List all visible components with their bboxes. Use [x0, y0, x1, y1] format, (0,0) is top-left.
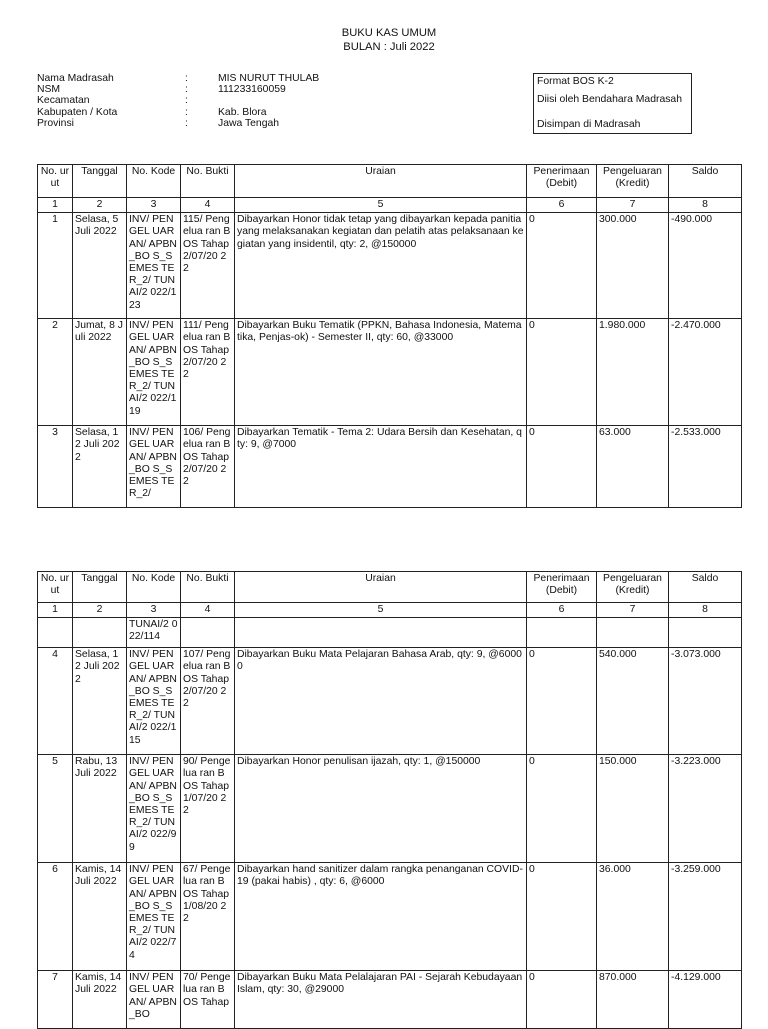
info-row-nsm [37, 84, 368, 95]
cell-bukti [181, 618, 235, 648]
table-row [38, 319, 742, 426]
col-header-bukti: No. Bukti [181, 572, 235, 603]
madrasah-info [37, 73, 368, 129]
cash-book-table-1 [37, 164, 742, 508]
col-header-kode: No. Kode [127, 572, 181, 603]
cell-penerimaan [527, 618, 597, 648]
info-colon: : [185, 106, 188, 118]
cell-no: 6 [38, 863, 73, 971]
document-title: BUKU KAS UMUM [341, 27, 437, 39]
cell-uraian: Dibayarkan Honor penulisan ijazah, qty: 1, @150000 [235, 755, 527, 863]
column-number: 3 [127, 603, 181, 618]
cell-bukti: 67/ Pengelua ran BOS Tahap 1/08/20 22 [181, 863, 235, 971]
cell-bukti: 106/ Pengelua ran BOS Tahap 2/07/20 22 [181, 426, 235, 508]
column-number: 1 [38, 603, 73, 618]
cell-kode: INV/ PENGEL UARAN/ APBN_BO S_SEMES TER_2/ TUNAI/2 022/74 [127, 863, 181, 971]
format-stored-at: Disimpan di Madrasah [537, 119, 641, 130]
cell-no: 1 [38, 213, 73, 319]
cell-penerimaan: 0 [527, 213, 597, 319]
column-number: 7 [597, 198, 669, 213]
info-label: Kabupaten / Kota [37, 106, 118, 118]
cell-no: 7 [38, 971, 73, 1029]
cell-penerimaan: 0 [527, 971, 597, 1029]
cell-tanggal [73, 618, 127, 648]
cell-pengeluaran: 36.000 [597, 863, 669, 971]
cell-no: 4 [38, 648, 73, 755]
cell-saldo: -4.129.000 [669, 971, 742, 1029]
cell-kode: INV/ PENGEL UARAN/ APBN_BO [127, 971, 181, 1029]
cell-saldo: -2.470.000 [669, 319, 742, 426]
format-label: Format BOS K-2 [537, 76, 614, 87]
cell-penerimaan: 0 [527, 863, 597, 971]
column-number-row [38, 603, 742, 618]
column-number: 3 [127, 198, 181, 213]
cell-kode: INV/ PENGEL UARAN/ APBN_BO S_SEMES TER_2/ [127, 426, 181, 508]
cell-tanggal: Kamis, 14 Juli 2022 [73, 971, 127, 1029]
cell-uraian: Dibayarkan Honor tidak tetap yang dibayarkan kepada panitia yang melaksanakan kegiatan dan pelatih atas pelaksanaan kegiatan yang insidentil, qty: 2, @150000 [235, 213, 527, 319]
cell-no: 3 [38, 426, 73, 508]
cell-bukti: 70/ Pengelua ran BOS Tahap [181, 971, 235, 1029]
table-row [38, 426, 742, 508]
column-number: 8 [669, 603, 742, 618]
info-row-nama [37, 73, 368, 84]
cell-pengeluaran: 150.000 [597, 755, 669, 863]
cell-pengeluaran [597, 618, 669, 648]
column-number: 1 [38, 198, 73, 213]
cell-uraian: Dibayarkan Buku Mata Pelalajaran PAI - Sejarah Kebudayaan Islam, qty: 30, @29000 [235, 971, 527, 1029]
cell-tanggal: Selasa, 12 Juli 2022 [73, 648, 127, 755]
col-header-saldo: Saldo [669, 165, 742, 198]
cell-kode: INV/ PENGEL UARAN/ APBN_BO S_SEMES TER_2/ TUNAI/2 022/115 [127, 648, 181, 755]
info-colon: : [185, 73, 188, 84]
col-header-penerimaan: Penerimaan (Debit) [527, 165, 597, 198]
column-number: 5 [235, 198, 527, 213]
cell-kode: TUNAI/2 022/114 [127, 618, 181, 648]
cell-pengeluaran: 540.000 [597, 648, 669, 755]
info-label: Nama Madrasah [37, 73, 114, 84]
info-colon: : [185, 117, 188, 129]
info-row-kecamatan [37, 95, 368, 106]
cell-penerimaan: 0 [527, 648, 597, 755]
cell-tanggal: Rabu, 13 Juli 2022 [73, 755, 127, 863]
cell-no: 5 [38, 755, 73, 863]
column-number: 7 [597, 603, 669, 618]
cell-tanggal: Selasa, 5 Juli 2022 [73, 213, 127, 319]
col-header-tanggal: Tanggal [73, 165, 127, 198]
column-number: 4 [181, 603, 235, 618]
table-row [38, 755, 742, 863]
header-row [38, 572, 742, 603]
cell-uraian: Dibayarkan Buku Mata Pelajaran Bahasa Arab, qty: 9, @60000 [235, 648, 527, 755]
col-header-saldo: Saldo [669, 572, 742, 603]
cell-tanggal: Kamis, 14 Juli 2022 [73, 863, 127, 971]
cell-bukti: 107/ Pengelua ran BOS Tahap 2/07/20 22 [181, 648, 235, 755]
document-subtitle: BULAN : Juli 2022 [343, 41, 435, 53]
cell-tanggal: Jumat, 8 Juli 2022 [73, 319, 127, 426]
cell-saldo [669, 618, 742, 648]
info-label: NSM [37, 84, 61, 96]
column-number-row [38, 198, 742, 213]
info-row-provinsi [37, 118, 368, 129]
format-filled-by: Diisi oleh Bendahara Madrasah [537, 94, 682, 105]
info-colon: : [185, 95, 188, 107]
info-value: Jawa Tengah [218, 117, 280, 129]
column-number: 5 [235, 603, 527, 618]
cell-saldo: -490.000 [669, 213, 742, 319]
cell-bukti: 90/ Pengelua ran BOS Tahap 1/07/20 22 [181, 755, 235, 863]
cell-uraian: Dibayarkan hand sanitizer dalam rangka penanganan COVID-19 (pakai habis) , qty: 6, @6000 [235, 863, 527, 971]
info-label: Provinsi [37, 117, 74, 129]
cell-penerimaan: 0 [527, 426, 597, 508]
col-header-no: No. urut [38, 165, 73, 198]
cell-bukti: 115/ Pengelua ran BOS Tahap 2/07/20 22 [181, 213, 235, 319]
column-number: 6 [527, 603, 597, 618]
info-value: 111233160059 [218, 84, 286, 96]
cell-saldo: -3.223.000 [669, 755, 742, 863]
column-number: 4 [181, 198, 235, 213]
header-row [38, 165, 742, 198]
col-header-kode: No. Kode [127, 165, 181, 198]
col-header-uraian: Uraian [235, 165, 527, 198]
cell-tanggal: Selasa, 12 Juli 2022 [73, 426, 127, 508]
table-row [38, 648, 742, 755]
cell-bukti: 111/ Pengelua ran BOS Tahap 2/07/20 22 [181, 319, 235, 426]
cell-kode: INV/ PENGEL UARAN/ APBN_BO S_SEMES TER_2/ TUNAI/2 022/123 [127, 213, 181, 319]
cell-saldo: -2.533.000 [669, 426, 742, 508]
info-row-kabupaten [37, 107, 368, 118]
cell-uraian: Dibayarkan Buku Tematik (PPKN, Bahasa Indonesia, Matematika, Penjas-ok) - Semester II, qty: 60, @33000 [235, 319, 527, 426]
cell-pengeluaran: 870.000 [597, 971, 669, 1029]
info-value: Kab. Blora [218, 106, 267, 118]
cell-saldo: -3.259.000 [669, 863, 742, 971]
col-header-penerimaan: Penerimaan (Debit) [527, 572, 597, 603]
cell-pengeluaran: 63.000 [597, 426, 669, 508]
col-header-tanggal: Tanggal [73, 572, 127, 603]
table-row [38, 971, 742, 1029]
table-row [38, 213, 742, 319]
column-number: 2 [73, 198, 127, 213]
cell-kode: INV/ PENGEL UARAN/ APBN_BO S_SEMES TER_2/ TUNAI/2 022/99 [127, 755, 181, 863]
cell-penerimaan: 0 [527, 319, 597, 426]
column-number: 2 [73, 603, 127, 618]
info-colon: : [185, 84, 188, 96]
cell-no [38, 618, 73, 648]
cell-kode: INV/ PENGEL UARAN/ APBN_BO S_SEMES TER_2/ TUNAI/2 022/119 [127, 319, 181, 426]
col-header-bukti: No. Bukti [181, 165, 235, 198]
column-number: 8 [669, 198, 742, 213]
table-row [38, 618, 742, 648]
cell-pengeluaran: 1.980.000 [597, 319, 669, 426]
col-header-no: No. urut [38, 572, 73, 603]
info-label: Kecamatan [37, 95, 90, 107]
info-value: MIS NURUT THULAB [218, 73, 320, 84]
info-value [218, 95, 368, 106]
column-number: 6 [527, 198, 597, 213]
cell-uraian [235, 618, 527, 648]
cell-saldo: -3.073.000 [669, 648, 742, 755]
table-row [38, 863, 742, 971]
col-header-pengeluaran: Pengeluaran (Kredit) [597, 572, 669, 603]
col-header-pengeluaran: Pengeluaran (Kredit) [597, 165, 669, 198]
col-header-uraian: Uraian [235, 572, 527, 603]
cell-pengeluaran: 300.000 [597, 213, 669, 319]
cell-no: 2 [38, 319, 73, 426]
cell-uraian: Dibayarkan Tematik - Tema 2: Udara Bersih dan Kesehatan, qty: 9, @7000 [235, 426, 527, 508]
cash-book-table-2 [37, 571, 742, 1029]
format-box [533, 73, 692, 134]
cell-penerimaan: 0 [527, 755, 597, 863]
